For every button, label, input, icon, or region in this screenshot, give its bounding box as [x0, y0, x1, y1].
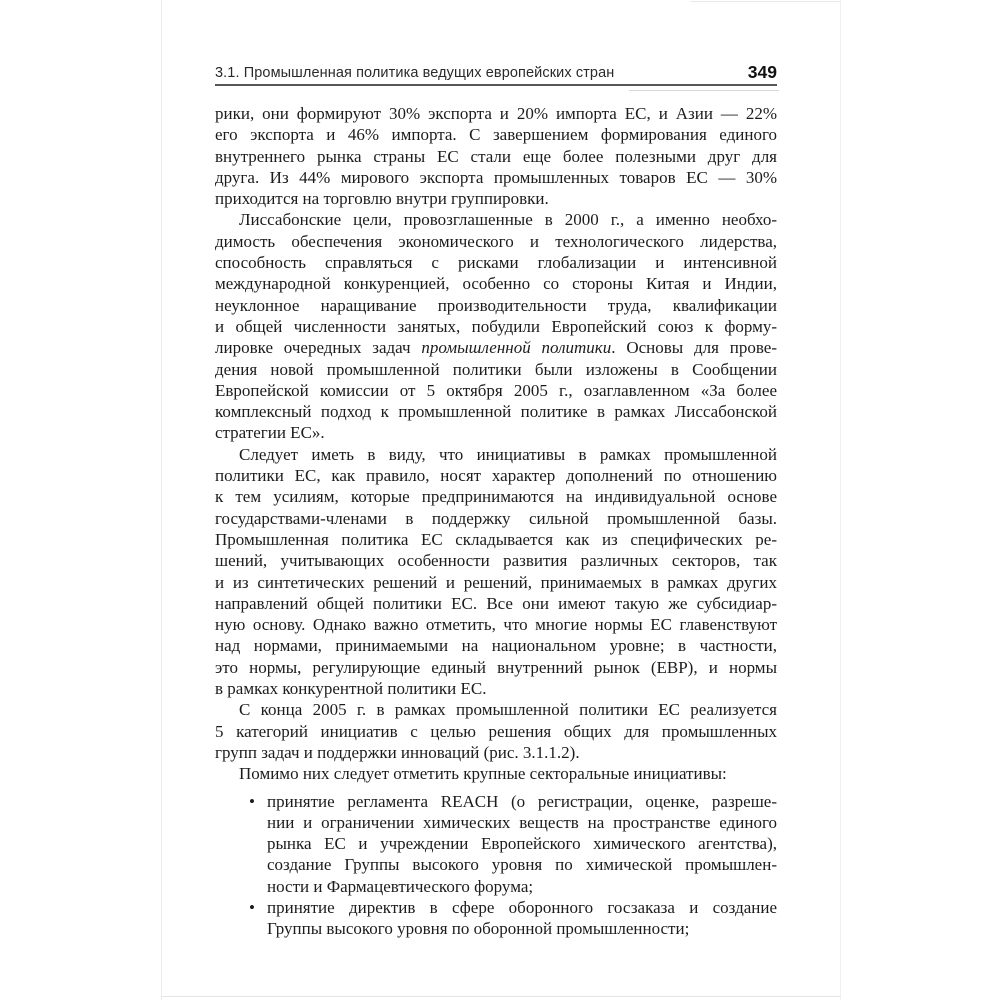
- page-bottom-edge-line: [161, 996, 841, 997]
- text-line: нии и ограничении химических веществ на пространстве единого: [267, 812, 777, 832]
- italic-phrase: промышленной политики: [421, 338, 612, 358]
- paragraph: [215, 699, 777, 763]
- text-line: к тем усилиям, которые предпринимаются на индивидуальной основе: [215, 487, 777, 507]
- text-line: государствами-членами в поддержку сильной промышленной базы.: [215, 508, 777, 528]
- text-line: способность справляться с рисками глобализации и интенсивной: [215, 253, 777, 273]
- paragraph: [215, 103, 777, 209]
- text-line: направлений общей политики ЕС. Все они имеют такую же субсидиар-: [215, 593, 777, 613]
- text-line: создание Группы высокого уровня по химической промышлен-: [267, 855, 777, 875]
- text-line: Промышленная политика ЕС складывается как из специфических ре-: [215, 529, 777, 549]
- text-line: принятие директив в сфере оборонного госзаказа и создание: [267, 897, 777, 917]
- text-line: его экспорта и 46% импорта. С завершением формирования единого: [215, 125, 777, 145]
- paragraph: [215, 763, 777, 784]
- header-rule-shadow: [629, 90, 779, 91]
- text-line: Европейской комиссии от 5 октября 2005 г., озаглавленном «За более: [215, 380, 777, 400]
- page-number: 349: [747, 62, 777, 82]
- text-line: групп задач и поддержки инноваций (рис. 3.1.1.2).: [215, 742, 580, 762]
- text-line: принятие регламента REACH (о регистрации, оценке, разреше-: [267, 791, 777, 811]
- bullet-icon: •: [249, 897, 255, 917]
- page-content: [215, 62, 777, 940]
- bullet-icon: •: [249, 791, 255, 811]
- text-line: димость обеспечения экономического и технологического лидерства,: [215, 231, 777, 251]
- text-line: друга. Из 44% мирового экспорта промышленных товаров ЕС — 30%: [215, 167, 777, 187]
- text-line: комплексный подход к промышленной политике в рамках Лиссабонской: [215, 402, 777, 422]
- text-line: Следует иметь в виду, что инициативы в рамках промышленной: [239, 444, 777, 464]
- text-line: дения новой промышленной политики были изложены в Сообщении: [215, 359, 777, 379]
- text-line: над нормами, принимаемыми на национальном уровне; в частности,: [215, 636, 777, 656]
- text-line: рынка ЕС и учреждении Европейского химического агентства),: [267, 834, 777, 854]
- text-line: 5 категорий инициатив с целью решения общих для промышленных: [215, 721, 777, 741]
- text-line: международной конкуренцией, особенно со стороны Китая и Индии,: [215, 274, 777, 294]
- text-line: и из синтетических решений и решений, принимаемых в рамках других: [215, 572, 777, 592]
- page-top-edge-line: [690, 1, 841, 2]
- text-line: стратегии ЕС».: [215, 423, 325, 443]
- text-line: С конца 2005 г. в рамках промышленной политики ЕС реализуется: [239, 700, 777, 720]
- bullet-list-item: [215, 791, 777, 897]
- text-line: неуклонное наращивание производительности труда, квалификации: [215, 295, 777, 315]
- text-line: приходится на торговлю внутри группировки.: [215, 189, 549, 209]
- text-line: ную основу. Однако важно отметить, что многие нормы ЕС главенствуют: [215, 615, 777, 635]
- text-line: внутреннего рынка страны ЕС стали еще более полезными друг для: [215, 146, 777, 166]
- running-header: [215, 62, 777, 84]
- text-line: политики ЕС, как правило, носят характер дополнений по отношению: [215, 466, 777, 486]
- section-header-title: 3.1. Промышленная политика ведущих европейских стран: [215, 65, 615, 81]
- text-line: Помимо них следует отметить крупные секторальные инициативы:: [239, 764, 727, 784]
- page-right-edge-line: [840, 0, 841, 1000]
- text-line: ности и Фармацевтического форума;: [267, 876, 534, 896]
- paragraph: [215, 444, 777, 700]
- text-line: это нормы, регулирующие единый внутренний рынок (ЕВР), и нормы: [215, 657, 777, 677]
- bullet-list-item: [215, 897, 777, 940]
- page-left-edge-line: [161, 0, 162, 1000]
- text-line: в рамках конкурентной политики ЕС.: [215, 679, 487, 699]
- header-rule: [215, 84, 777, 86]
- text-line: Группы высокого уровня по оборонной промышленности;: [267, 919, 690, 939]
- text-line: лировке очередных задач промышленной политики. Основы для прове-: [215, 338, 777, 358]
- text-line: шений, учитывающих особенности развития различных секторов, так: [215, 551, 777, 571]
- text-line: Лиссабонские цели, провозглашенные в 2000 г., а именно необхо-: [239, 210, 777, 230]
- page-body-text: [215, 103, 777, 940]
- text-line: и общей численности занятых, побудили Европейский союз к форму-: [215, 316, 777, 336]
- paragraph: [215, 209, 777, 443]
- text-line: рики, они формируют 30% экспорта и 20% импорта ЕС, и Азии — 22%: [215, 104, 777, 123]
